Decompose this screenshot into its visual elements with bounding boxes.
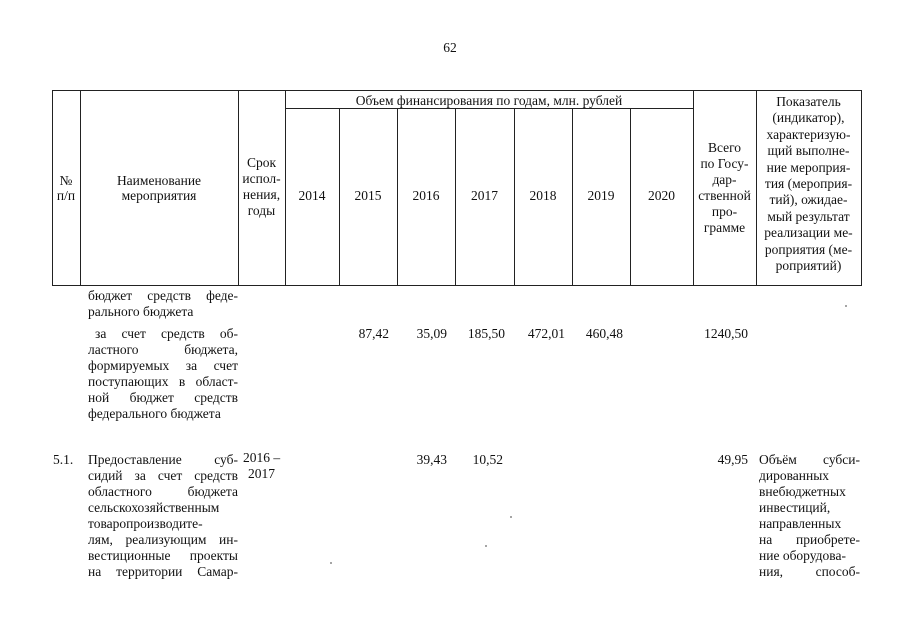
row-name: областного бюджета: [88, 484, 238, 499]
header-funding-title: Объем финансирования по годам, млн. рублей: [355, 93, 623, 108]
page-number: 62: [443, 40, 457, 55]
row-term: 2017: [248, 466, 275, 481]
value-2019: 460,48: [585, 326, 623, 341]
row-indicator: на приобрете-: [759, 532, 860, 547]
value-2016: 39,43: [416, 452, 447, 467]
value-2017: 185,50: [467, 326, 505, 341]
row-indicator: Объём субси-: [759, 452, 860, 467]
row-indicator: направленных: [759, 516, 842, 531]
value-2016: 35,09: [416, 326, 447, 341]
row-name: лям, реализующим ин-: [88, 532, 238, 547]
row-name: Предоставление суб-: [88, 452, 238, 467]
header-year: 2019: [587, 188, 615, 203]
row-name: вестиционные проекты: [88, 548, 238, 563]
row-name: формируемых за счет: [88, 358, 238, 373]
header-term: Срок испол- нения, годы: [242, 155, 281, 218]
row-indicator: внебюджетных: [759, 484, 846, 499]
row-indicator: ния, способ-: [759, 564, 860, 579]
row-indicator: ние оборудова-: [759, 548, 846, 563]
row-indicator: инвестиций,: [759, 500, 831, 515]
row-term: 2016 –: [242, 450, 281, 465]
header-year: 2018: [529, 188, 557, 203]
value-total: 49,95: [717, 452, 748, 467]
header-year: 2015: [354, 188, 382, 203]
header-indicator: Показатель (индикатор), характеризую- щий выполне- ние мероприя- тия (мероприя- тий), ожидае- мый результат реализации ме- роприятия (ме- роприятий): [764, 94, 853, 274]
row-name: ластного бюджета,: [88, 342, 238, 357]
row-name: товаропроизводите-: [88, 516, 203, 531]
row-num: 5.1.: [53, 452, 74, 467]
header-total: Всего по Госу- дар- ственной про- грамме: [698, 140, 751, 235]
row-name: за счет средств об-: [95, 326, 238, 341]
header-year: 2017: [471, 188, 498, 203]
value-2017: 10,52: [472, 452, 503, 467]
header-name: Наименование мероприятия: [116, 173, 202, 203]
value-2015: 87,42: [358, 326, 389, 341]
header-year: 2016: [412, 188, 440, 203]
row-name: федерального бюджета: [88, 406, 221, 421]
row-indicator: дированных: [759, 468, 830, 483]
row-name: сидий за счет средств: [88, 468, 238, 483]
row-name: на территории Самар-: [88, 564, 238, 579]
row-name: рального бюджета: [88, 304, 194, 319]
row-name: ной бюджет средств: [88, 390, 238, 405]
row-name: бюджет средств феде-: [88, 288, 238, 303]
header-num: № п/п: [56, 173, 76, 203]
header-year: 2014: [298, 188, 326, 203]
value-2018: 472,01: [527, 326, 565, 341]
header-year: 2020: [648, 188, 675, 203]
row-name: поступающих в област-: [88, 374, 238, 389]
value-total: 1240,50: [704, 326, 748, 341]
row-name: сельскохозяйственным: [88, 500, 220, 515]
